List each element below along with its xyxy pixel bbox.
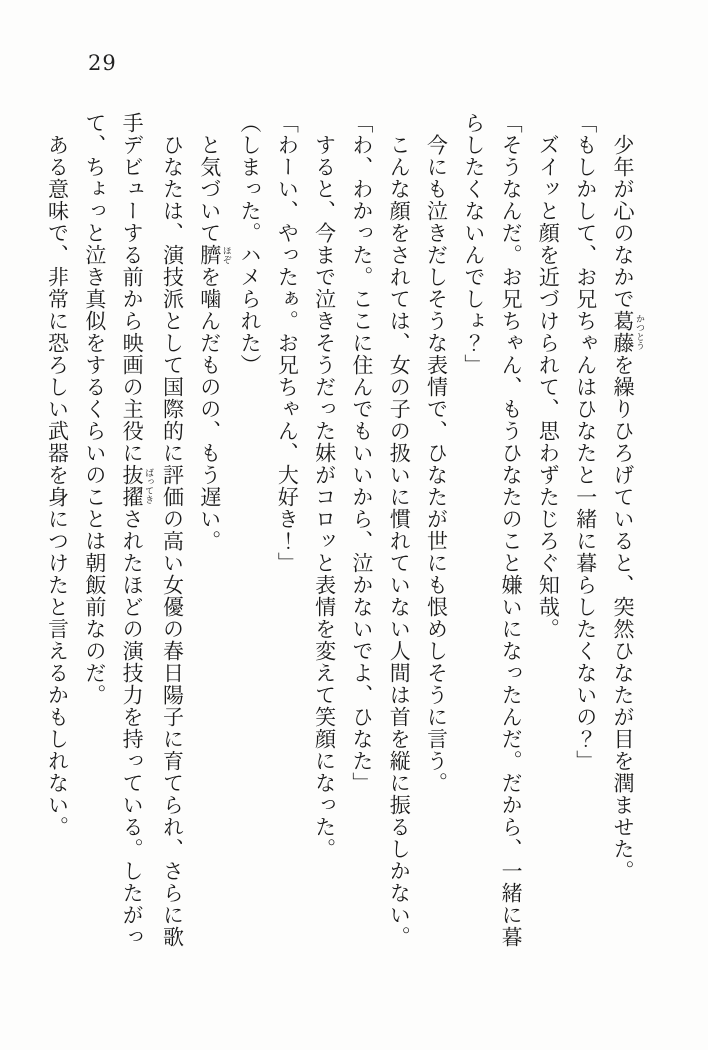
- text-line: ズイッと顔を近づけられて、思わずたじろぐ知哉。: [536, 112, 561, 640]
- text-line: すると、今まで泣きそうだった妹がコロッと表情を変えて笑顔になった。: [312, 112, 337, 860]
- ruby-annotated-word: 抜擢 ばってき: [120, 464, 154, 508]
- text-line: ある意味で、非常に恐ろしい武器を身につけたと言えるかもしれない。: [45, 112, 70, 838]
- page-number: 29: [88, 51, 117, 75]
- text-line: ひなたは、演技派として国際的に評価の高い女優の春日陽子に育てられ、さらに歌: [160, 112, 185, 948]
- text-line: こんな顔をされては、女の子の扱いに慣れていない人間は首を縦に振るしかない。: [387, 112, 412, 948]
- ruby-annotated-word: 葛藤 かつとう: [611, 310, 644, 354]
- text-line: （しまった。ハメられた）: [238, 112, 263, 376]
- ruby-annotated-word: 臍 ほぞ: [197, 244, 231, 266]
- text-line: て、ちょっと泣き真似をするくらいのことは朝飯前なのだ。: [82, 112, 107, 706]
- text-line: らしたくないんでしょ？」: [461, 112, 486, 376]
- text-line: 「わ、わかった。ここに住んでもいいから、泣かないでよ、ひなた」: [349, 112, 374, 794]
- text-block: [38, 112, 644, 952]
- text-line: 少年が心のなかで葛藤 かつとうを繰りひろげていると、突然ひなたが目を潤ませた。: [611, 112, 644, 882]
- text-line: 手デビューする前から映画の主役に抜擢 ばってきされたほどの演技力を持っている。したがっ: [120, 112, 154, 948]
- text-line: と気づいて臍 ほぞを噛んだものの、もう遅い。: [197, 112, 231, 552]
- text-line: 「わーい、やったぁ。お兄ちゃん、大好き！」: [275, 112, 300, 574]
- text-line: 「もしかして、お兄ちゃんはひなたと一緒に暮らしたくないの？」: [573, 112, 598, 772]
- text-line: 今にも泣きだしそうな表情で、ひなたが世にも恨めしそうに言う。: [424, 112, 449, 794]
- text-line: 「そうなんだ。お兄ちゃん、もうひなたのこと嫌いになったんだ。だから、一緒に暮: [499, 112, 524, 948]
